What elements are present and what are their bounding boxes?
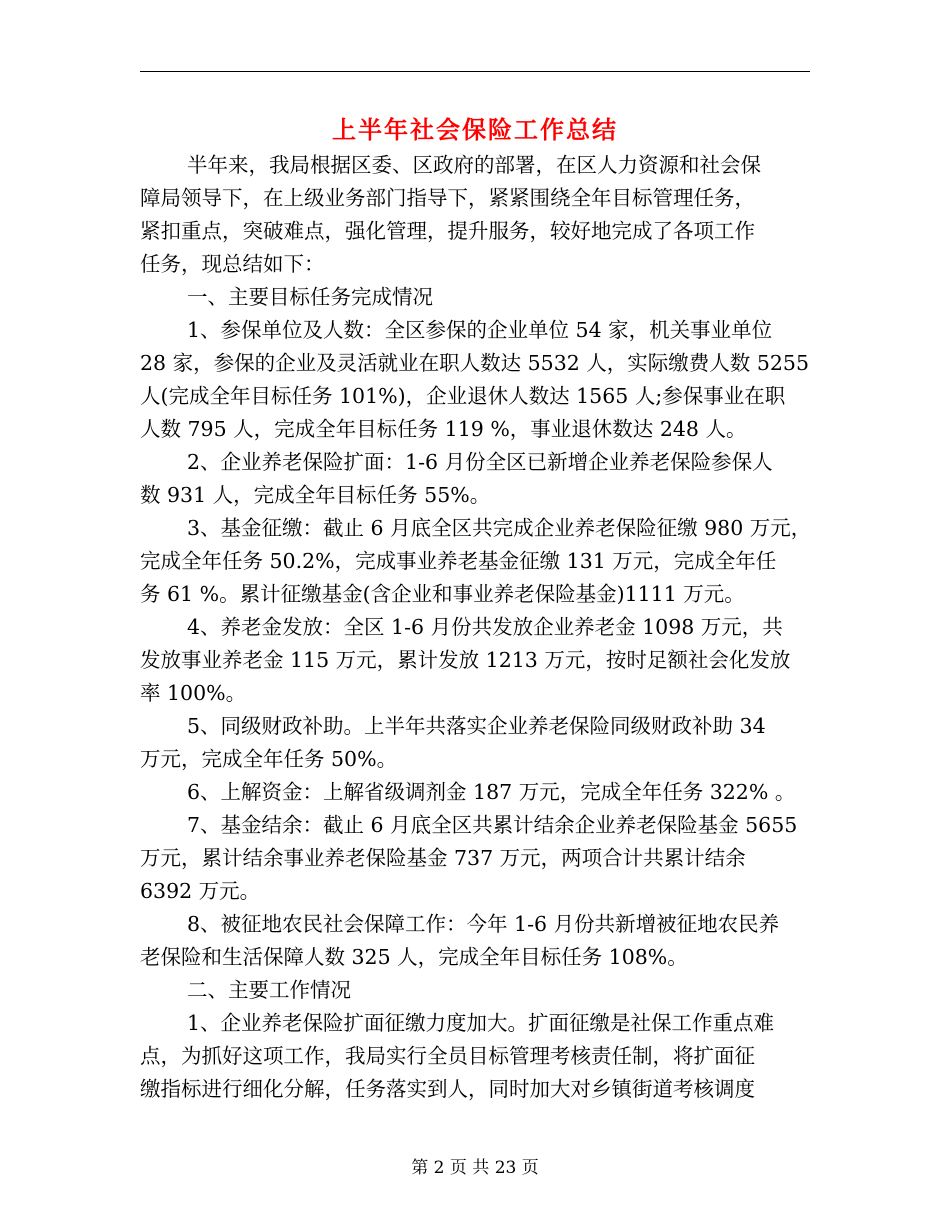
body-line: 2、企业养老保险扩面：1-6 月份全区已新增企业养老保险参保人 — [187, 450, 773, 474]
body-line: 万元，累计结余事业养老保险基金 737 万元，两项合计共累计结余 — [140, 846, 746, 870]
body-line: 28 家，参保的企业及灵活就业在职人数达 5532 人，实际缴费人数 5255 — [140, 351, 809, 375]
body-line: 3、基金征缴：截止 6 月底全区共完成企业养老保险征缴 980 万元， — [187, 516, 812, 540]
body-line: 人数 795 人，完成全年目标任务 119 %，事业退休数达 248 人。 — [140, 417, 747, 441]
body-line: 8、被征地农民社会保障工作：今年 1-6 月份共新增被征地农民养 — [187, 912, 780, 936]
body-line: 完成全年任务 50.2%，完成事业养老基金征缴 131 万元，完成全年任 — [140, 549, 777, 573]
page-footer: 第 2 页 共 23 页 — [411, 1158, 539, 1178]
section-heading: 一、主要目标任务完成情况 — [187, 285, 433, 309]
body-line: 万元，完成全年任务 50%。 — [140, 747, 398, 771]
body-line: 1、参保单位及人数：全区参保的企业单位 54 家，机关事业单位 — [187, 318, 773, 342]
section-heading: 二、主要工作情况 — [187, 978, 351, 1002]
body-line: 半年来，我局根据区委、区政府的部署，在区人力资源和社会保 — [187, 153, 761, 177]
body-line: 6、上解资金：上解省级调剂金 187 万元，完成全年任务 322% 。 — [187, 780, 796, 804]
body-line: 务 61 %。累计征缴基金(含企业和事业养老保险基金)1111 万元。 — [140, 582, 745, 606]
body-line: 缴指标进行细化分解，任务落实到人，同时加大对乡镇街道考核调度 — [140, 1077, 755, 1101]
body-line: 任务，现总结如下： — [140, 252, 325, 276]
body-line: 紧扣重点，突破难点，强化管理，提升服务，较好地完成了各项工作 — [140, 219, 755, 243]
body-line: 7、基金结余：截止 6 月底全区共累计结余企业养老保险基金 5655 — [187, 813, 798, 837]
body-line: 数 931 人，完成全年目标任务 55%。 — [140, 483, 491, 507]
body-line: 障局领导下，在上级业务部门指导下，紧紧围绕全年目标管理任务， — [140, 186, 755, 210]
body-line: 老保险和生活保障人数 325 人，完成全年目标任务 108%。 — [140, 945, 688, 969]
body-line: 率 100%。 — [140, 681, 247, 705]
body-line: 点，为抓好这项工作，我局实行全员目标管理考核责任制，将扩面征 — [140, 1044, 755, 1068]
body-line: 1、企业养老保险扩面征缴力度加大。扩面征缴是社保工作重点难 — [187, 1011, 775, 1035]
body-line: 发放事业养老金 115 万元，累计发放 1213 万元，按时足额社会化发放 — [140, 648, 791, 672]
document-title: 上半年社会保险工作总结 — [332, 116, 618, 144]
header-rule — [140, 71, 810, 72]
body-line: 6392 万元。 — [140, 879, 261, 903]
body-line: 5、同级财政补助。上半年共落实企业养老保险同级财政补助 34 — [187, 714, 766, 738]
body-line: 4、养老金发放：全区 1-6 月份共发放企业养老金 1098 万元，共 — [187, 615, 783, 639]
body-line: 人(完成全年目标任务 101%)，企业退休人数达 1565 人;参保事业在职 — [140, 384, 786, 408]
